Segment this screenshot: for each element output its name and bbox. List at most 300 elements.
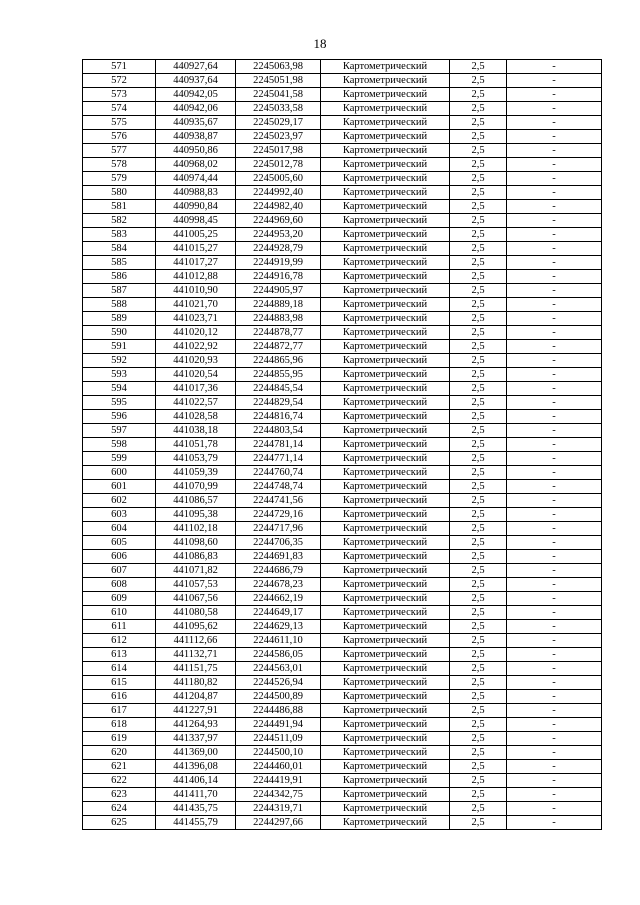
table-row bbox=[83, 74, 602, 88]
x-coordinate-cell: 441086,57 bbox=[156, 494, 236, 508]
point-number-cell: 615 bbox=[83, 676, 156, 690]
point-number-cell: 588 bbox=[83, 298, 156, 312]
y-coordinate-cell: 2244883,98 bbox=[236, 312, 321, 326]
table-row bbox=[83, 144, 602, 158]
method-cell: Картометрический bbox=[321, 158, 450, 172]
x-coordinate-cell: 440998,45 bbox=[156, 214, 236, 228]
y-coordinate-cell: 2244526,94 bbox=[236, 676, 321, 690]
point-number-cell: 575 bbox=[83, 116, 156, 130]
x-coordinate-cell: 441020,12 bbox=[156, 326, 236, 340]
table-row bbox=[83, 242, 602, 256]
description-cell: - bbox=[507, 774, 602, 788]
description-cell: - bbox=[507, 410, 602, 424]
x-coordinate-cell: 441020,54 bbox=[156, 368, 236, 382]
y-coordinate-cell: 2245033,58 bbox=[236, 102, 321, 116]
x-coordinate-cell: 440942,05 bbox=[156, 88, 236, 102]
description-cell: - bbox=[507, 760, 602, 774]
method-cell: Картометрический bbox=[321, 284, 450, 298]
accuracy-cell: 2,5 bbox=[450, 312, 507, 326]
table-row bbox=[83, 648, 602, 662]
point-number-cell: 610 bbox=[83, 606, 156, 620]
point-number-cell: 601 bbox=[83, 480, 156, 494]
x-coordinate-cell: 441102,18 bbox=[156, 522, 236, 536]
point-number-cell: 591 bbox=[83, 340, 156, 354]
accuracy-cell: 2,5 bbox=[450, 242, 507, 256]
point-number-cell: 602 bbox=[83, 494, 156, 508]
accuracy-cell: 2,5 bbox=[450, 256, 507, 270]
table-row bbox=[83, 592, 602, 606]
description-cell: - bbox=[507, 354, 602, 368]
x-coordinate-cell: 441005,25 bbox=[156, 228, 236, 242]
method-cell: Картометрический bbox=[321, 270, 450, 284]
y-coordinate-cell: 2244845,54 bbox=[236, 382, 321, 396]
method-cell: Картометрический bbox=[321, 60, 450, 74]
x-coordinate-cell: 441435,75 bbox=[156, 802, 236, 816]
table-row bbox=[83, 214, 602, 228]
method-cell: Картометрический bbox=[321, 368, 450, 382]
description-cell: - bbox=[507, 256, 602, 270]
accuracy-cell: 2,5 bbox=[450, 424, 507, 438]
x-coordinate-cell: 441038,18 bbox=[156, 424, 236, 438]
table-row bbox=[83, 452, 602, 466]
method-cell: Картометрический bbox=[321, 242, 450, 256]
table-row bbox=[83, 550, 602, 564]
method-cell: Картометрический bbox=[321, 802, 450, 816]
table-row bbox=[83, 256, 602, 270]
point-number-cell: 593 bbox=[83, 368, 156, 382]
y-coordinate-cell: 2244781,14 bbox=[236, 438, 321, 452]
accuracy-cell: 2,5 bbox=[450, 438, 507, 452]
method-cell: Картометрический bbox=[321, 508, 450, 522]
coordinates-table-body bbox=[83, 60, 602, 830]
method-cell: Картометрический bbox=[321, 816, 450, 830]
method-cell: Картометрический bbox=[321, 172, 450, 186]
table-row bbox=[83, 284, 602, 298]
x-coordinate-cell: 441095,38 bbox=[156, 508, 236, 522]
point-number-cell: 624 bbox=[83, 802, 156, 816]
accuracy-cell: 2,5 bbox=[450, 466, 507, 480]
accuracy-cell: 2,5 bbox=[450, 788, 507, 802]
accuracy-cell: 2,5 bbox=[450, 88, 507, 102]
method-cell: Картометрический bbox=[321, 74, 450, 88]
accuracy-cell: 2,5 bbox=[450, 158, 507, 172]
y-coordinate-cell: 2245023,97 bbox=[236, 130, 321, 144]
method-cell: Картометрический bbox=[321, 312, 450, 326]
point-number-cell: 614 bbox=[83, 662, 156, 676]
description-cell: - bbox=[507, 242, 602, 256]
method-cell: Картометрический bbox=[321, 746, 450, 760]
y-coordinate-cell: 2244706,35 bbox=[236, 536, 321, 550]
point-number-cell: 583 bbox=[83, 228, 156, 242]
table-row bbox=[83, 494, 602, 508]
method-cell: Картометрический bbox=[321, 144, 450, 158]
y-coordinate-cell: 2244982,40 bbox=[236, 200, 321, 214]
accuracy-cell: 2,5 bbox=[450, 606, 507, 620]
method-cell: Картометрический bbox=[321, 116, 450, 130]
y-coordinate-cell: 2244691,83 bbox=[236, 550, 321, 564]
description-cell: - bbox=[507, 494, 602, 508]
point-number-cell: 573 bbox=[83, 88, 156, 102]
description-cell: - bbox=[507, 130, 602, 144]
accuracy-cell: 2,5 bbox=[450, 130, 507, 144]
y-coordinate-cell: 2244686,79 bbox=[236, 564, 321, 578]
method-cell: Картометрический bbox=[321, 494, 450, 508]
accuracy-cell: 2,5 bbox=[450, 382, 507, 396]
description-cell: - bbox=[507, 144, 602, 158]
description-cell: - bbox=[507, 326, 602, 340]
table-row bbox=[83, 564, 602, 578]
table-row bbox=[83, 60, 602, 74]
method-cell: Картометрический bbox=[321, 452, 450, 466]
point-number-cell: 611 bbox=[83, 620, 156, 634]
y-coordinate-cell: 2244511,09 bbox=[236, 732, 321, 746]
y-coordinate-cell: 2244649,17 bbox=[236, 606, 321, 620]
description-cell: - bbox=[507, 550, 602, 564]
method-cell: Картометрический bbox=[321, 718, 450, 732]
description-cell: - bbox=[507, 718, 602, 732]
table-row bbox=[83, 676, 602, 690]
description-cell: - bbox=[507, 690, 602, 704]
x-coordinate-cell: 441015,27 bbox=[156, 242, 236, 256]
description-cell: - bbox=[507, 620, 602, 634]
description-cell: - bbox=[507, 634, 602, 648]
description-cell: - bbox=[507, 102, 602, 116]
accuracy-cell: 2,5 bbox=[450, 746, 507, 760]
x-coordinate-cell: 441098,60 bbox=[156, 536, 236, 550]
y-coordinate-cell: 2244889,18 bbox=[236, 298, 321, 312]
y-coordinate-cell: 2244771,14 bbox=[236, 452, 321, 466]
table-row bbox=[83, 424, 602, 438]
y-coordinate-cell: 2245005,60 bbox=[236, 172, 321, 186]
accuracy-cell: 2,5 bbox=[450, 60, 507, 74]
table-row bbox=[83, 606, 602, 620]
method-cell: Картометрический bbox=[321, 396, 450, 410]
y-coordinate-cell: 2244729,16 bbox=[236, 508, 321, 522]
description-cell: - bbox=[507, 116, 602, 130]
point-number-cell: 600 bbox=[83, 466, 156, 480]
x-coordinate-cell: 441021,70 bbox=[156, 298, 236, 312]
method-cell: Картометрический bbox=[321, 438, 450, 452]
y-coordinate-cell: 2245017,98 bbox=[236, 144, 321, 158]
description-cell: - bbox=[507, 704, 602, 718]
y-coordinate-cell: 2244969,60 bbox=[236, 214, 321, 228]
accuracy-cell: 2,5 bbox=[450, 564, 507, 578]
method-cell: Картометрический bbox=[321, 410, 450, 424]
point-number-cell: 606 bbox=[83, 550, 156, 564]
accuracy-cell: 2,5 bbox=[450, 508, 507, 522]
y-coordinate-cell: 2244586,05 bbox=[236, 648, 321, 662]
description-cell: - bbox=[507, 508, 602, 522]
description-cell: - bbox=[507, 592, 602, 606]
method-cell: Картометрический bbox=[321, 340, 450, 354]
point-number-cell: 604 bbox=[83, 522, 156, 536]
point-number-cell: 580 bbox=[83, 186, 156, 200]
point-number-cell: 572 bbox=[83, 74, 156, 88]
y-coordinate-cell: 2244342,75 bbox=[236, 788, 321, 802]
table-row bbox=[83, 634, 602, 648]
table-row bbox=[83, 536, 602, 550]
description-cell: - bbox=[507, 396, 602, 410]
method-cell: Картометрический bbox=[321, 522, 450, 536]
x-coordinate-cell: 440990,84 bbox=[156, 200, 236, 214]
point-number-cell: 598 bbox=[83, 438, 156, 452]
y-coordinate-cell: 2244500,89 bbox=[236, 690, 321, 704]
accuracy-cell: 2,5 bbox=[450, 592, 507, 606]
table-row bbox=[83, 662, 602, 676]
method-cell: Картометрический bbox=[321, 732, 450, 746]
method-cell: Картометрический bbox=[321, 774, 450, 788]
x-coordinate-cell: 441020,93 bbox=[156, 354, 236, 368]
point-number-cell: 595 bbox=[83, 396, 156, 410]
accuracy-cell: 2,5 bbox=[450, 452, 507, 466]
accuracy-cell: 2,5 bbox=[450, 634, 507, 648]
x-coordinate-cell: 441070,99 bbox=[156, 480, 236, 494]
method-cell: Картометрический bbox=[321, 480, 450, 494]
method-cell: Картометрический bbox=[321, 564, 450, 578]
accuracy-cell: 2,5 bbox=[450, 816, 507, 830]
x-coordinate-cell: 441369,00 bbox=[156, 746, 236, 760]
point-number-cell: 617 bbox=[83, 704, 156, 718]
description-cell: - bbox=[507, 270, 602, 284]
accuracy-cell: 2,5 bbox=[450, 200, 507, 214]
x-coordinate-cell: 441406,14 bbox=[156, 774, 236, 788]
y-coordinate-cell: 2244491,94 bbox=[236, 718, 321, 732]
accuracy-cell: 2,5 bbox=[450, 522, 507, 536]
description-cell: - bbox=[507, 88, 602, 102]
x-coordinate-cell: 441396,08 bbox=[156, 760, 236, 774]
accuracy-cell: 2,5 bbox=[450, 116, 507, 130]
table-row bbox=[83, 340, 602, 354]
description-cell: - bbox=[507, 816, 602, 830]
y-coordinate-cell: 2244563,01 bbox=[236, 662, 321, 676]
table-row bbox=[83, 312, 602, 326]
point-number-cell: 616 bbox=[83, 690, 156, 704]
x-coordinate-cell: 441017,27 bbox=[156, 256, 236, 270]
description-cell: - bbox=[507, 200, 602, 214]
method-cell: Картометрический bbox=[321, 676, 450, 690]
description-cell: - bbox=[507, 228, 602, 242]
point-number-cell: 586 bbox=[83, 270, 156, 284]
point-number-cell: 605 bbox=[83, 536, 156, 550]
description-cell: - bbox=[507, 312, 602, 326]
description-cell: - bbox=[507, 172, 602, 186]
y-coordinate-cell: 2244953,20 bbox=[236, 228, 321, 242]
accuracy-cell: 2,5 bbox=[450, 760, 507, 774]
y-coordinate-cell: 2244611,10 bbox=[236, 634, 321, 648]
point-number-cell: 577 bbox=[83, 144, 156, 158]
accuracy-cell: 2,5 bbox=[450, 102, 507, 116]
accuracy-cell: 2,5 bbox=[450, 536, 507, 550]
table-row bbox=[83, 382, 602, 396]
accuracy-cell: 2,5 bbox=[450, 732, 507, 746]
method-cell: Картометрический bbox=[321, 634, 450, 648]
point-number-cell: 609 bbox=[83, 592, 156, 606]
y-coordinate-cell: 2245012,78 bbox=[236, 158, 321, 172]
method-cell: Картометрический bbox=[321, 550, 450, 564]
description-cell: - bbox=[507, 480, 602, 494]
accuracy-cell: 2,5 bbox=[450, 690, 507, 704]
table-row bbox=[83, 788, 602, 802]
description-cell: - bbox=[507, 802, 602, 816]
y-coordinate-cell: 2244717,96 bbox=[236, 522, 321, 536]
table-row bbox=[83, 354, 602, 368]
y-coordinate-cell: 2244803,54 bbox=[236, 424, 321, 438]
x-coordinate-cell: 441023,71 bbox=[156, 312, 236, 326]
point-number-cell: 620 bbox=[83, 746, 156, 760]
x-coordinate-cell: 441071,82 bbox=[156, 564, 236, 578]
point-number-cell: 596 bbox=[83, 410, 156, 424]
x-coordinate-cell: 440942,06 bbox=[156, 102, 236, 116]
description-cell: - bbox=[507, 382, 602, 396]
y-coordinate-cell: 2244916,78 bbox=[236, 270, 321, 284]
accuracy-cell: 2,5 bbox=[450, 648, 507, 662]
y-coordinate-cell: 2244741,56 bbox=[236, 494, 321, 508]
table-row bbox=[83, 802, 602, 816]
y-coordinate-cell: 2245063,98 bbox=[236, 60, 321, 74]
accuracy-cell: 2,5 bbox=[450, 172, 507, 186]
y-coordinate-cell: 2244865,96 bbox=[236, 354, 321, 368]
x-coordinate-cell: 441112,66 bbox=[156, 634, 236, 648]
table-row bbox=[83, 158, 602, 172]
method-cell: Картометрический bbox=[321, 298, 450, 312]
table-row bbox=[83, 368, 602, 382]
y-coordinate-cell: 2244855,95 bbox=[236, 368, 321, 382]
method-cell: Картометрический bbox=[321, 382, 450, 396]
point-number-cell: 619 bbox=[83, 732, 156, 746]
description-cell: - bbox=[507, 340, 602, 354]
table-row bbox=[83, 816, 602, 830]
table-row bbox=[83, 200, 602, 214]
method-cell: Картометрический bbox=[321, 466, 450, 480]
point-number-cell: 623 bbox=[83, 788, 156, 802]
table-row bbox=[83, 508, 602, 522]
point-number-cell: 603 bbox=[83, 508, 156, 522]
description-cell: - bbox=[507, 186, 602, 200]
y-coordinate-cell: 2244760,74 bbox=[236, 466, 321, 480]
point-number-cell: 574 bbox=[83, 102, 156, 116]
accuracy-cell: 2,5 bbox=[450, 396, 507, 410]
x-coordinate-cell: 441057,53 bbox=[156, 578, 236, 592]
x-coordinate-cell: 440938,87 bbox=[156, 130, 236, 144]
y-coordinate-cell: 2244928,79 bbox=[236, 242, 321, 256]
accuracy-cell: 2,5 bbox=[450, 662, 507, 676]
y-coordinate-cell: 2245029,17 bbox=[236, 116, 321, 130]
point-number-cell: 618 bbox=[83, 718, 156, 732]
description-cell: - bbox=[507, 648, 602, 662]
point-number-cell: 590 bbox=[83, 326, 156, 340]
method-cell: Картометрический bbox=[321, 690, 450, 704]
table-row bbox=[83, 270, 602, 284]
point-number-cell: 576 bbox=[83, 130, 156, 144]
method-cell: Картометрический bbox=[321, 704, 450, 718]
point-number-cell: 599 bbox=[83, 452, 156, 466]
accuracy-cell: 2,5 bbox=[450, 676, 507, 690]
table-row bbox=[83, 130, 602, 144]
x-coordinate-cell: 440935,67 bbox=[156, 116, 236, 130]
x-coordinate-cell: 441132,71 bbox=[156, 648, 236, 662]
y-coordinate-cell: 2244816,74 bbox=[236, 410, 321, 424]
accuracy-cell: 2,5 bbox=[450, 550, 507, 564]
point-number-cell: 581 bbox=[83, 200, 156, 214]
accuracy-cell: 2,5 bbox=[450, 214, 507, 228]
table-row bbox=[83, 480, 602, 494]
accuracy-cell: 2,5 bbox=[450, 340, 507, 354]
method-cell: Картометрический bbox=[321, 88, 450, 102]
accuracy-cell: 2,5 bbox=[450, 186, 507, 200]
method-cell: Картометрический bbox=[321, 536, 450, 550]
table-row bbox=[83, 620, 602, 634]
method-cell: Картометрический bbox=[321, 130, 450, 144]
description-cell: - bbox=[507, 578, 602, 592]
x-coordinate-cell: 441264,93 bbox=[156, 718, 236, 732]
accuracy-cell: 2,5 bbox=[450, 480, 507, 494]
accuracy-cell: 2,5 bbox=[450, 228, 507, 242]
point-number-cell: 582 bbox=[83, 214, 156, 228]
x-coordinate-cell: 441086,83 bbox=[156, 550, 236, 564]
y-coordinate-cell: 2245041,58 bbox=[236, 88, 321, 102]
accuracy-cell: 2,5 bbox=[450, 74, 507, 88]
y-coordinate-cell: 2244878,77 bbox=[236, 326, 321, 340]
accuracy-cell: 2,5 bbox=[450, 270, 507, 284]
method-cell: Картометрический bbox=[321, 578, 450, 592]
method-cell: Картометрический bbox=[321, 354, 450, 368]
accuracy-cell: 2,5 bbox=[450, 704, 507, 718]
description-cell: - bbox=[507, 536, 602, 550]
description-cell: - bbox=[507, 452, 602, 466]
y-coordinate-cell: 2244319,71 bbox=[236, 802, 321, 816]
point-number-cell: 584 bbox=[83, 242, 156, 256]
x-coordinate-cell: 440974,44 bbox=[156, 172, 236, 186]
table-row bbox=[83, 746, 602, 760]
table-row bbox=[83, 88, 602, 102]
description-cell: - bbox=[507, 368, 602, 382]
x-coordinate-cell: 441028,58 bbox=[156, 410, 236, 424]
point-number-cell: 608 bbox=[83, 578, 156, 592]
accuracy-cell: 2,5 bbox=[450, 802, 507, 816]
description-cell: - bbox=[507, 298, 602, 312]
description-cell: - bbox=[507, 466, 602, 480]
y-coordinate-cell: 2244297,66 bbox=[236, 816, 321, 830]
description-cell: - bbox=[507, 158, 602, 172]
table-row bbox=[83, 690, 602, 704]
accuracy-cell: 2,5 bbox=[450, 284, 507, 298]
x-coordinate-cell: 441180,82 bbox=[156, 676, 236, 690]
table-row bbox=[83, 410, 602, 424]
y-coordinate-cell: 2244748,74 bbox=[236, 480, 321, 494]
method-cell: Картометрический bbox=[321, 424, 450, 438]
point-number-cell: 578 bbox=[83, 158, 156, 172]
description-cell: - bbox=[507, 424, 602, 438]
y-coordinate-cell: 2244829,54 bbox=[236, 396, 321, 410]
x-coordinate-cell: 441067,56 bbox=[156, 592, 236, 606]
point-number-cell: 589 bbox=[83, 312, 156, 326]
table-row bbox=[83, 438, 602, 452]
description-cell: - bbox=[507, 60, 602, 74]
table-row bbox=[83, 102, 602, 116]
accuracy-cell: 2,5 bbox=[450, 368, 507, 382]
description-cell: - bbox=[507, 522, 602, 536]
x-coordinate-cell: 440968,02 bbox=[156, 158, 236, 172]
table-row bbox=[83, 466, 602, 480]
accuracy-cell: 2,5 bbox=[450, 354, 507, 368]
description-cell: - bbox=[507, 788, 602, 802]
description-cell: - bbox=[507, 732, 602, 746]
point-number-cell: 585 bbox=[83, 256, 156, 270]
table-row bbox=[83, 298, 602, 312]
accuracy-cell: 2,5 bbox=[450, 410, 507, 424]
description-cell: - bbox=[507, 746, 602, 760]
x-coordinate-cell: 441455,79 bbox=[156, 816, 236, 830]
